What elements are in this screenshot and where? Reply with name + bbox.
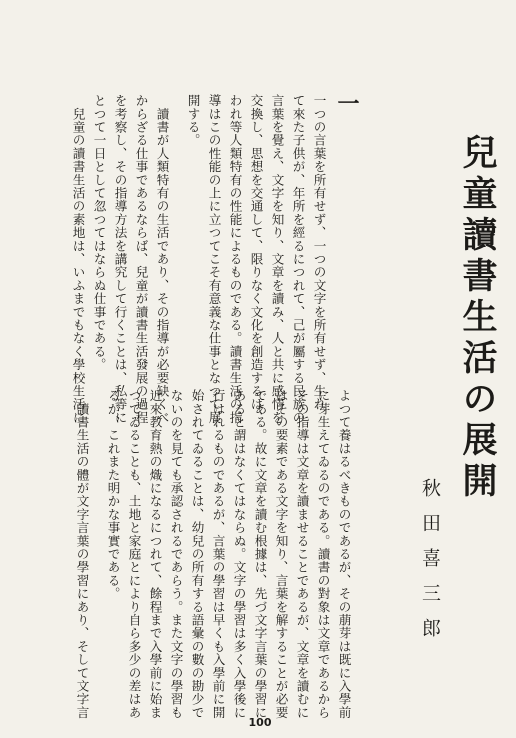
- text-column: ないのを見ても承認されるであらう。また文字の學習も: [168, 389, 184, 719]
- text-column: に芽生えてゐるのである。讀書の對象は文章であるから: [315, 389, 331, 719]
- article-title: 兒童讀書生活の展開: [457, 134, 498, 503]
- text-column: 開する。: [185, 94, 201, 147]
- text-column: 交換し、思想を交通して、限りなく文化を創造するは、: [248, 94, 264, 424]
- text-column: 近來教育熱の熾になるにつれて、餘程まで入學前に始ま: [147, 389, 163, 719]
- text-column: 讀書生活の體が文字言葉の學習にあり、そして文字言: [74, 389, 90, 719]
- text-column: つてゐることも、土地と家庭とにより自ら多少の差はあ: [126, 389, 142, 719]
- text-column: 行はれるものであるが、言葉の學習は早くも入學前に開: [210, 389, 226, 719]
- text-column: 導はこの性能の上に立つてこそ有意義な仕事となつて展: [206, 94, 222, 424]
- text-column: われ等人類特有の性能によるものである。讀書生活の指: [227, 94, 243, 424]
- text-column: 始されてゐることは、幼兒の所有する語彙の數の勘少で: [189, 389, 205, 719]
- author-name: 秋田喜三郎: [419, 478, 441, 653]
- text-column: 兒童の讀書生活の素地は、いふまでもなく學校生活に: [70, 94, 86, 424]
- text-column: その指導は文章を讀ませることであるが、文章を讀むに: [294, 389, 310, 719]
- text-column: て來た子供が、年所を經るにつれて、己が屬する民族の: [290, 94, 306, 424]
- text-column: 言葉を覺え、文字を知り、文章を讀み、人と共に感情を: [269, 94, 285, 424]
- text-column: はその要素である文字を知り、言葉を解することが必要: [273, 389, 289, 719]
- page-number: 100: [248, 716, 272, 729]
- text-column: 讀書が人類特有の生活であり、その指導が必要缺くべ: [154, 94, 170, 424]
- section-number: 一: [334, 92, 360, 114]
- text-column: である。故に文章を讀む根據は、先づ文字言葉の學習に: [252, 389, 268, 719]
- text-column: を考察し、その指導方法を講究して行くことは、私等に: [112, 94, 128, 424]
- text-column: からざる仕事であるならば、兒童が讀書生活發展の過程: [133, 94, 149, 424]
- text-column: 一つの言葉を所有せず、一つの文字を所有せず、生れ: [311, 94, 327, 411]
- text-column: あると謂はなくてはならぬ。文字の學習は多く入學後に: [231, 389, 247, 719]
- text-column: よつて養はるべきものであるが、その萠芽は既に入學前: [336, 389, 352, 719]
- text-column: るが、これまた明かな事實である。: [105, 389, 121, 601]
- text-column: とつて一日として忽つてはならぬ仕事である。: [91, 94, 107, 372]
